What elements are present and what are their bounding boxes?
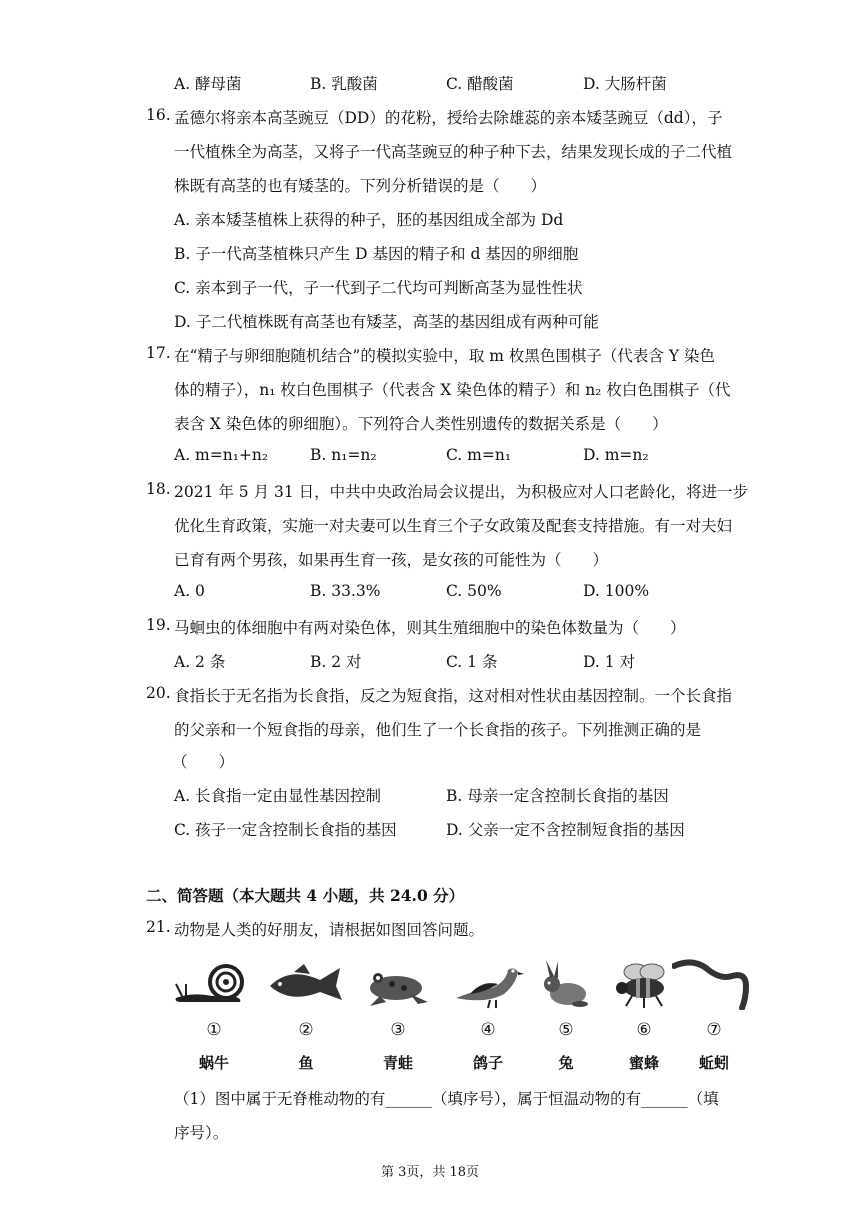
- animal-number: ②: [298, 1020, 314, 1040]
- q15-option-c: C. 醋酸菌: [446, 75, 514, 93]
- animal-number: ⑥: [636, 1020, 652, 1040]
- animal-fish: [264, 958, 348, 1073]
- q18-stem-line: 2021 年 5 月 31 日，中共中央政治局会议提出，为积极应对人口老龄化，将进一步: [174, 483, 749, 501]
- animal-name: 鸽子: [472, 1054, 503, 1072]
- q20-stem-line: （ ）: [172, 753, 235, 771]
- q15-option-d: D. 大肠杆菌: [583, 75, 667, 93]
- animal-earthworm: [672, 958, 756, 1073]
- q17-stem-line: 表含 X 染色体的卵细胞）。下列符合人类性别遗传的数据关系是（ ）: [174, 415, 668, 433]
- q18-stem-line: 优化生育政策，实施一对夫妻可以生育三个子女政策及配套支持措施。有一对夫妇: [174, 517, 733, 535]
- q16-option-c: C. 亲本到子一代，子一代到子二代均可判断高茎为显性性状: [174, 279, 583, 297]
- snail-icon: [172, 958, 256, 1010]
- q19-option-c: C. 1 条: [446, 653, 498, 671]
- animal-pigeon: [446, 958, 530, 1073]
- animal-number: ③: [390, 1020, 406, 1040]
- animal-snail: [172, 958, 256, 1073]
- animal-number: ④: [480, 1020, 496, 1040]
- q19-option-b: B. 2 对: [310, 653, 362, 671]
- animal-rabbit: [524, 958, 608, 1073]
- fish-icon: [264, 958, 348, 1010]
- animal-figure: [172, 958, 762, 1078]
- q18-option-c: C. 50%: [446, 582, 502, 600]
- q21-sub1-line: 序号）。: [174, 1124, 229, 1142]
- page-footer: 第 3页，共 18页: [380, 1165, 480, 1180]
- q21-sub1-line: （1）图中属于无脊椎动物的有______（填序号），属于恒温动物的有______（填: [174, 1090, 719, 1108]
- q17-stem-line: 在“精子与卵细胞随机结合”的模拟实验中，取 m 枚黑色围棋子（代表含 Y 染色: [174, 347, 715, 365]
- animal-number: ⑦: [706, 1020, 722, 1040]
- animal-name: 蜗牛: [198, 1054, 229, 1072]
- q17-option-c: C. m=n₁: [446, 446, 512, 464]
- q16-option-b: B. 子一代高茎植株只产生 D 基因的精子和 d 基因的卵细胞: [174, 245, 579, 263]
- q16-option-a: A. 亲本矮茎植株上获得的种子，胚的基因组成全部为 Dd: [174, 211, 564, 229]
- q17-option-b: B. n₁=n₂: [310, 446, 377, 464]
- animal-name: 青蛙: [382, 1054, 413, 1072]
- q21-number: 21.: [146, 918, 171, 936]
- q17-option-d: D. m=n₂: [583, 446, 649, 464]
- q17-stem-line: 体的精子），n₁ 枚白色围棋子（代表含 X 染色体的精子）和 n₂ 枚白色围棋子（代: [174, 381, 731, 399]
- q16-number: 16.: [146, 106, 171, 124]
- animal-name: 蚯蚓: [698, 1054, 729, 1072]
- q19-option-a: A. 2 条: [174, 653, 226, 671]
- q18-stem-line: 已育有两个男孩，如果再生育一孩，是女孩的可能性为（ ）: [174, 551, 609, 569]
- animal-frog: [356, 958, 440, 1073]
- q19-option-d: D. 1 对: [583, 653, 636, 671]
- rabbit-icon: [524, 958, 608, 1010]
- q19-number: 19.: [146, 616, 171, 634]
- q20-number: 20.: [146, 684, 171, 702]
- animal-number: ①: [206, 1020, 222, 1040]
- q21-stem-line: 动物是人类的好朋友，请根据如图回答问题。: [174, 921, 485, 939]
- q20-option-a: A. 长食指一定由显性基因控制: [174, 787, 382, 805]
- q16-option-d: D. 子二代植株既有高茎也有矮茎，高茎的基因组成有两种可能: [174, 313, 599, 331]
- q20-stem-line: 的父亲和一个短食指的母亲，他们生了一个长食指的孩子。下列推测正确的是: [174, 721, 702, 739]
- q20-option-d: D. 父亲一定不含控制短食指的基因: [446, 821, 685, 839]
- q15-option-a: A. 酵母菌: [174, 75, 242, 93]
- q16-stem-line: 株既有高茎的也有矮茎的。下列分析错误的是（ ）: [174, 177, 547, 195]
- q16-stem-line: 一代植株全为高茎，又将子一代高茎豌豆的种子种下去，结果发现长成的子二代植: [174, 143, 733, 161]
- q18-number: 18.: [146, 480, 171, 498]
- q20-option-b: B. 母亲一定含控制长食指的基因: [446, 787, 669, 805]
- q20-stem-line: 食指长于无名指为长食指，反之为短食指，这对相对性状由基因控制。一个长食指: [174, 687, 733, 705]
- q15-option-b: B. 乳酸菌: [310, 75, 378, 93]
- q17-option-a: A. m=n₁+n₂: [174, 446, 269, 464]
- animal-name: 蜜蜂: [628, 1054, 659, 1072]
- q19-stem-line: 马蛔虫的体细胞中有两对染色体，则其生殖细胞中的染色体数量为（ ）: [174, 619, 686, 637]
- q20-option-c: C. 孩子一定含控制长食指的基因: [174, 821, 397, 839]
- q18-option-d: D. 100%: [583, 582, 650, 600]
- animal-name: 兔: [558, 1054, 574, 1072]
- section-title: 二、简答题（本大题共 4 小题，共 24.0 分）: [146, 886, 465, 905]
- q18-option-b: B. 33.3%: [310, 582, 381, 600]
- q18-option-a: A. 0: [174, 582, 205, 600]
- q17-number: 17.: [146, 344, 171, 362]
- pigeon-icon: [446, 958, 530, 1010]
- animal-number: ⑤: [558, 1020, 574, 1040]
- animal-name: 鱼: [298, 1054, 314, 1072]
- q16-stem-line: 孟德尔将亲本高茎豌豆（DD）的花粉，授给去除雄蕊的亲本矮茎豌豆（dd），子: [174, 109, 723, 127]
- frog-icon: [356, 958, 440, 1010]
- earthworm-icon: [672, 958, 762, 1010]
